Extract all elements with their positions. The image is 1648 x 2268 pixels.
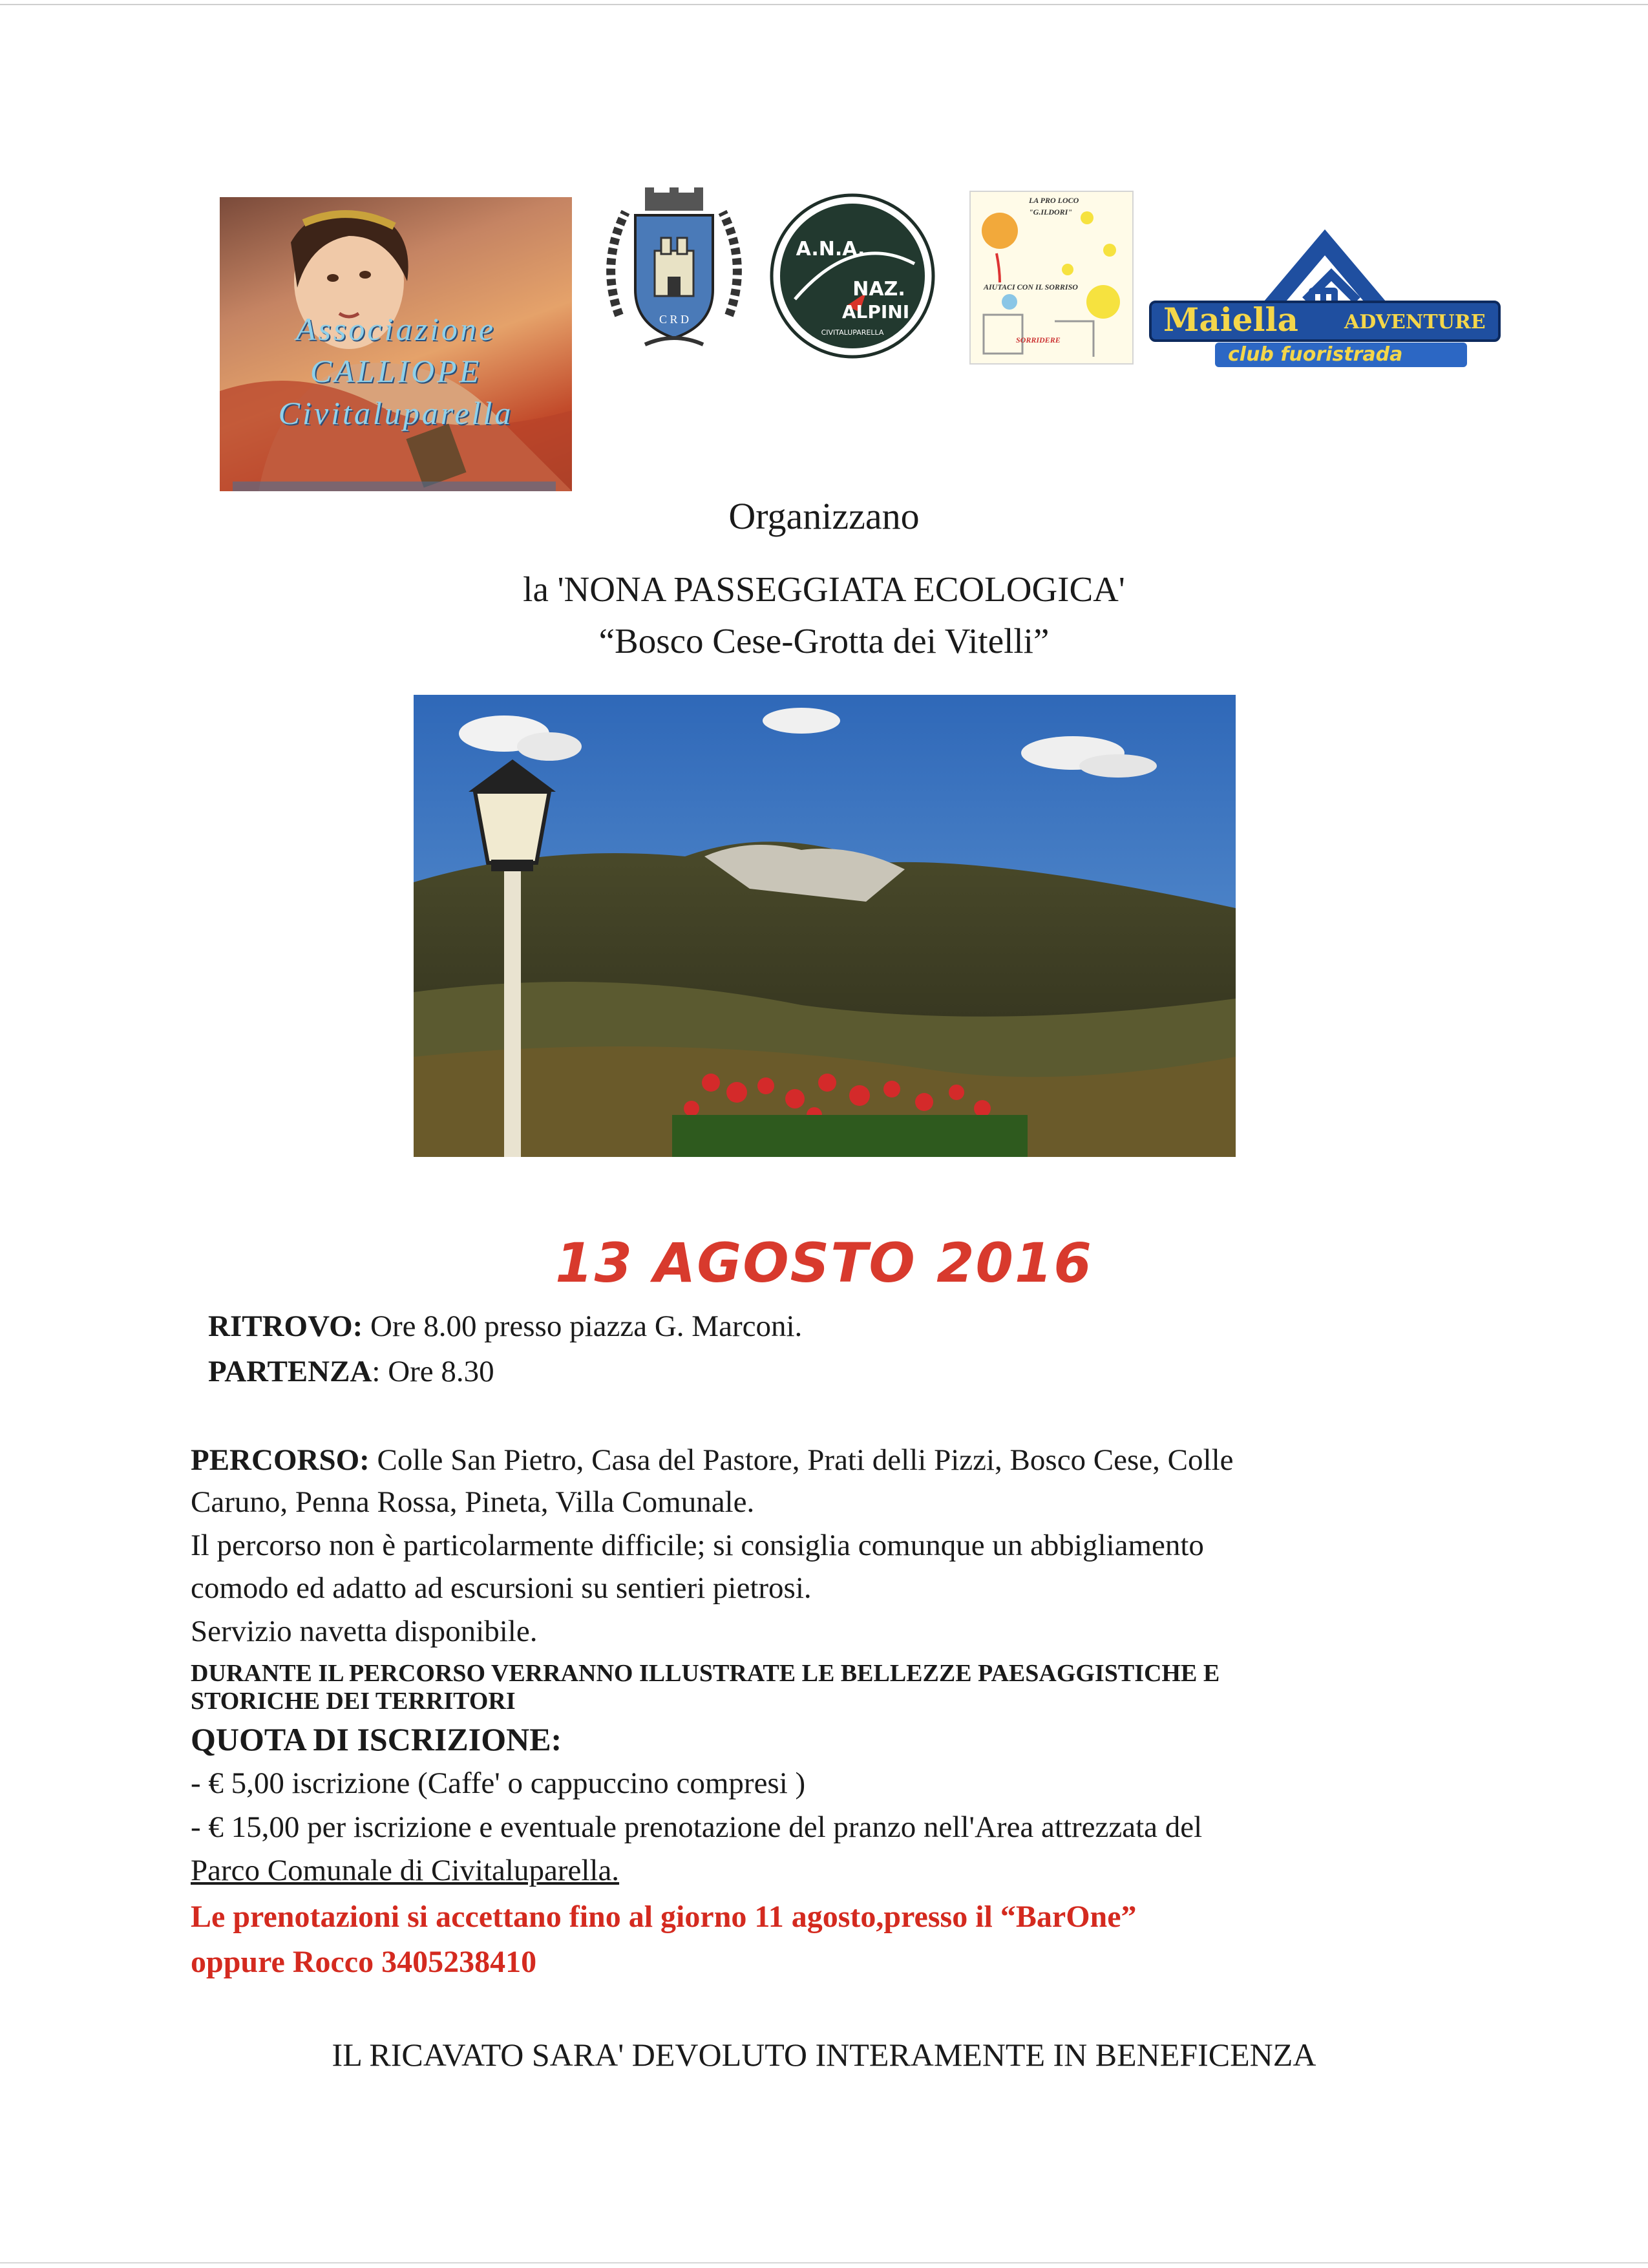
landscape-photo [414, 695, 1236, 1157]
quota-heading: QUOTA DI ISCRIZIONE: [191, 1721, 562, 1757]
percorso-line-2: Caruno, Penna Rossa, Pineta, Villa Comunale. [191, 1485, 755, 1519]
proloco-line-2: "G.ILDORI" [1029, 207, 1072, 217]
percorso-line-1 [191, 1443, 1234, 1478]
maiella-club-text: club fuoristrada [1228, 343, 1403, 366]
percorso-text-1: Colle San Pietro, Casa del Pastore, Prati delli Pizzi, Bosco Cese, Colle [377, 1443, 1234, 1477]
notice-line-2: STORICHE DEI TERRITORI [191, 1688, 516, 1715]
percorso-line-5: Servizio navetta disponibile. [191, 1615, 538, 1648]
maiella-sub-text: ADVENTURE [1344, 311, 1486, 334]
pro-loco-logo [969, 191, 1134, 365]
scan-bottom-edge [0, 2262, 1648, 2263]
event-subtitle: “Bosco Cese-Grotta dei Vitelli” [598, 621, 1050, 661]
proloco-line-4: SORRIDERE [1016, 335, 1061, 344]
booking-line-2: oppure Rocco 3405238410 [191, 1945, 537, 1979]
quota-item-3: Parco Comunale di Civitaluparella. [191, 1854, 620, 1887]
coat-of-arms-label: C R D [659, 313, 689, 326]
calliope-line-2: CALLIOPE [310, 353, 482, 389]
percorso-line-4: comodo ed adatto ad escursioni su sentieri pietrosi. [191, 1571, 812, 1605]
ritrovo-label: RITROVO: [208, 1309, 363, 1343]
maiella-main-text: Maiella [1163, 301, 1298, 339]
proloco-line-1: LA PRO LOCO [1029, 196, 1079, 205]
ritrovo-text: Ore 8.00 presso piazza G. Marconi. [370, 1309, 803, 1343]
percorso-line-3: Il percorso non è particolarmente difficile; si consiglia comunque un abbigliamento [191, 1529, 1204, 1562]
ana-top-text: A.N.A. [796, 238, 865, 260]
notice-line-1: DURANTE IL PERCORSO VERRANNO ILLUSTRATE LE BELLEZZE PAESAGGISTICHE E [191, 1660, 1220, 1687]
quota-item-1: - € 5,00 iscrizione (Caffe' o cappuccino compresi ) [191, 1766, 806, 1800]
charity-footer: IL RICAVATO SARA' DEVOLUTO INTERAMENTE IN BENEFICENZA [332, 2037, 1316, 2073]
organizers-heading: Organizzano [728, 495, 920, 537]
partenza-label: PARTENZA [208, 1355, 372, 1388]
partenza-line [208, 1354, 494, 1389]
percorso-label: PERCORSO: [191, 1443, 370, 1477]
municipality-coat-of-arms-logo [600, 186, 748, 353]
proloco-line-3: AIUTACI CON IL SORRISO [984, 282, 1078, 291]
calliope-line-1: Associazione [295, 311, 496, 347]
booking-line-1: Le prenotazioni si accettano fino al giorno 11 agosto,presso il “BarOne” [191, 1900, 1137, 1934]
calliope-line-3: Civitaluparella [278, 395, 514, 431]
event-title: la 'NONA PASSEGGIATA ECOLOGICA' [523, 569, 1125, 609]
quota-item-2: - € 15,00 per iscrizione e eventuale prenotazione del pranzo nell'Area attrezzata del [191, 1810, 1203, 1844]
maiella-adventure-logo [1144, 229, 1506, 391]
ana-naz-text: NAZ. [852, 278, 905, 301]
ana-alpini-text: ALPINI [841, 301, 910, 323]
event-date: 13 AGOSTO 2016 [555, 1231, 1093, 1295]
ana-alpini-logo [769, 193, 936, 359]
calliope-association-logo [220, 197, 572, 491]
ritrovo-line [208, 1309, 802, 1344]
scan-top-edge [0, 4, 1648, 5]
partenza-text: : Ore 8.30 [372, 1355, 494, 1388]
ana-bottom-text: CIVITALUPARELLA [821, 328, 884, 337]
